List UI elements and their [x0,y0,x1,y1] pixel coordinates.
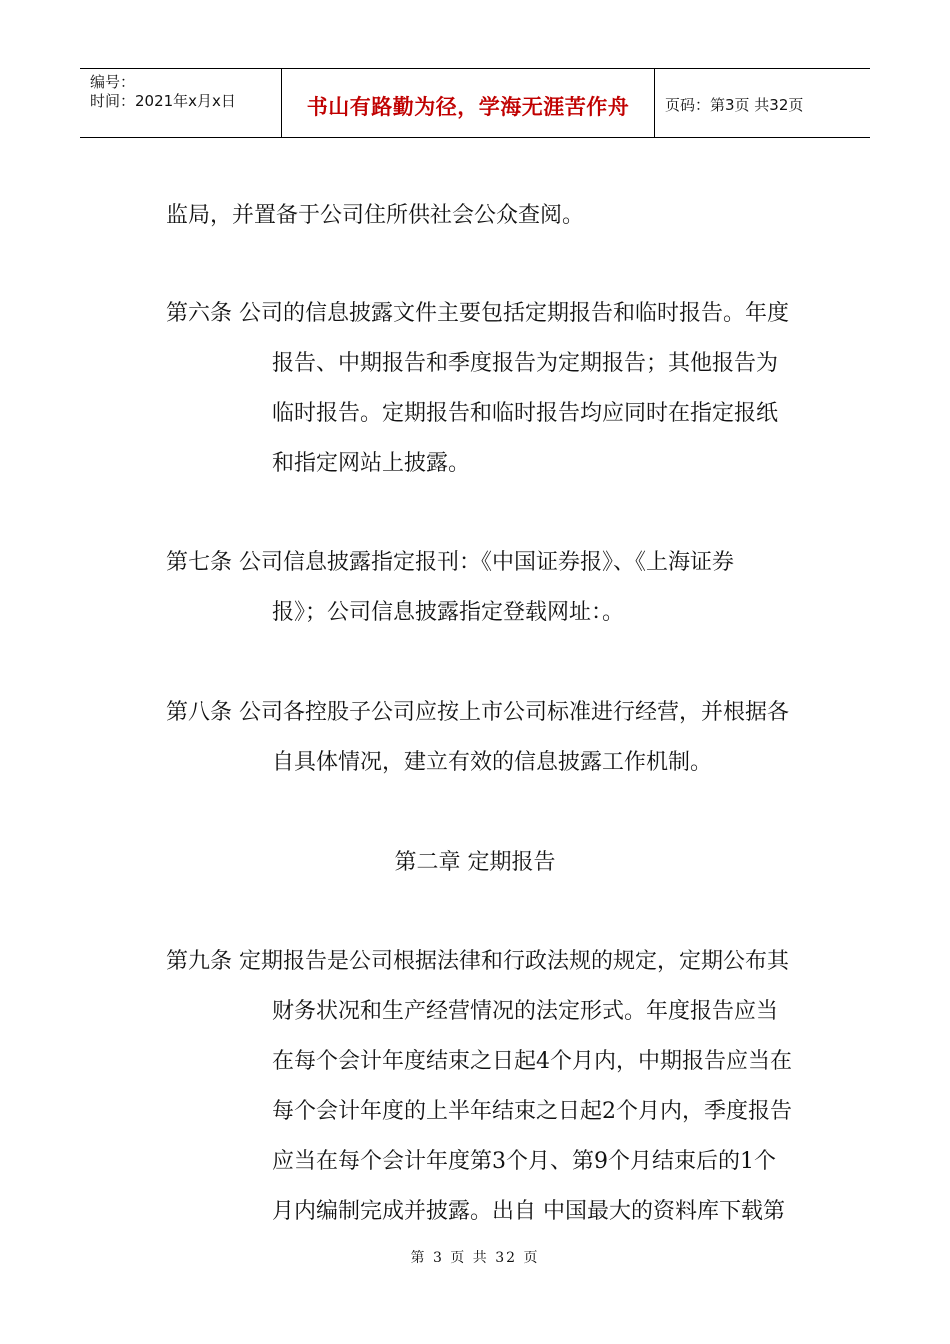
article-7-line: 第七条 公司信息披露指定报刊：《中国证券报》、《上海证券 [166,550,734,575]
header-meta [90,73,236,111]
header-page-info: 页码：第3页 共32页 [665,96,804,114]
header-divider [654,69,655,137]
document-time-label: 时间：2021年x月x日 [90,92,236,110]
article-6-line: 和指定网站上披露。 [272,451,471,476]
chapter-heading: 第二章 定期报告 [394,850,556,875]
article-6-line: 临时报告。定期报告和临时报告均应同时在指定报纸 [272,401,779,426]
page-header [80,68,870,138]
article-7-line: 报》；公司信息披露指定登载网址：。 [272,600,625,625]
article-8-line: 自具体情况，建立有效的信息披露工作机制。 [272,750,713,775]
article-8-line: 第八条 公司各控股子公司应按上市公司标准进行经营，并根据各 [166,700,789,725]
article-9-line: 每个会计年度的上半年结束之日起2个月内，季度报告 [272,1099,792,1124]
article-9-line: 月内编制完成并披露。出自 中国最大的资料库下载第 [272,1199,785,1224]
article-9-line: 财务状况和生产经营情况的法定形式。年度报告应当 [272,999,779,1024]
article-6-line: 报告、中期报告和季度报告为定期报告；其他报告为 [272,351,779,376]
article-9-line: 第九条 定期报告是公司根据法律和行政法规的规定，定期公布其 [166,949,789,974]
article-9-line: 在每个会计年度结束之日起4个月内，中期报告应当在 [272,1049,792,1074]
document-number-label: 编号： [90,73,136,91]
paragraph-line: 监局，并置备于公司住所供社会公众查阅。 [166,203,585,228]
header-motto: 书山有路勤为径，学海无涯苦作舟 [306,95,630,119]
article-9-line: 应当在每个会计年度第3个月、第9个月结束后的1个 [272,1149,776,1174]
page-footer: 第 3 页 共 32 页 [410,1250,540,1266]
article-6-line: 第六条 公司的信息披露文件主要包括定期报告和临时报告。年度 [166,301,789,326]
